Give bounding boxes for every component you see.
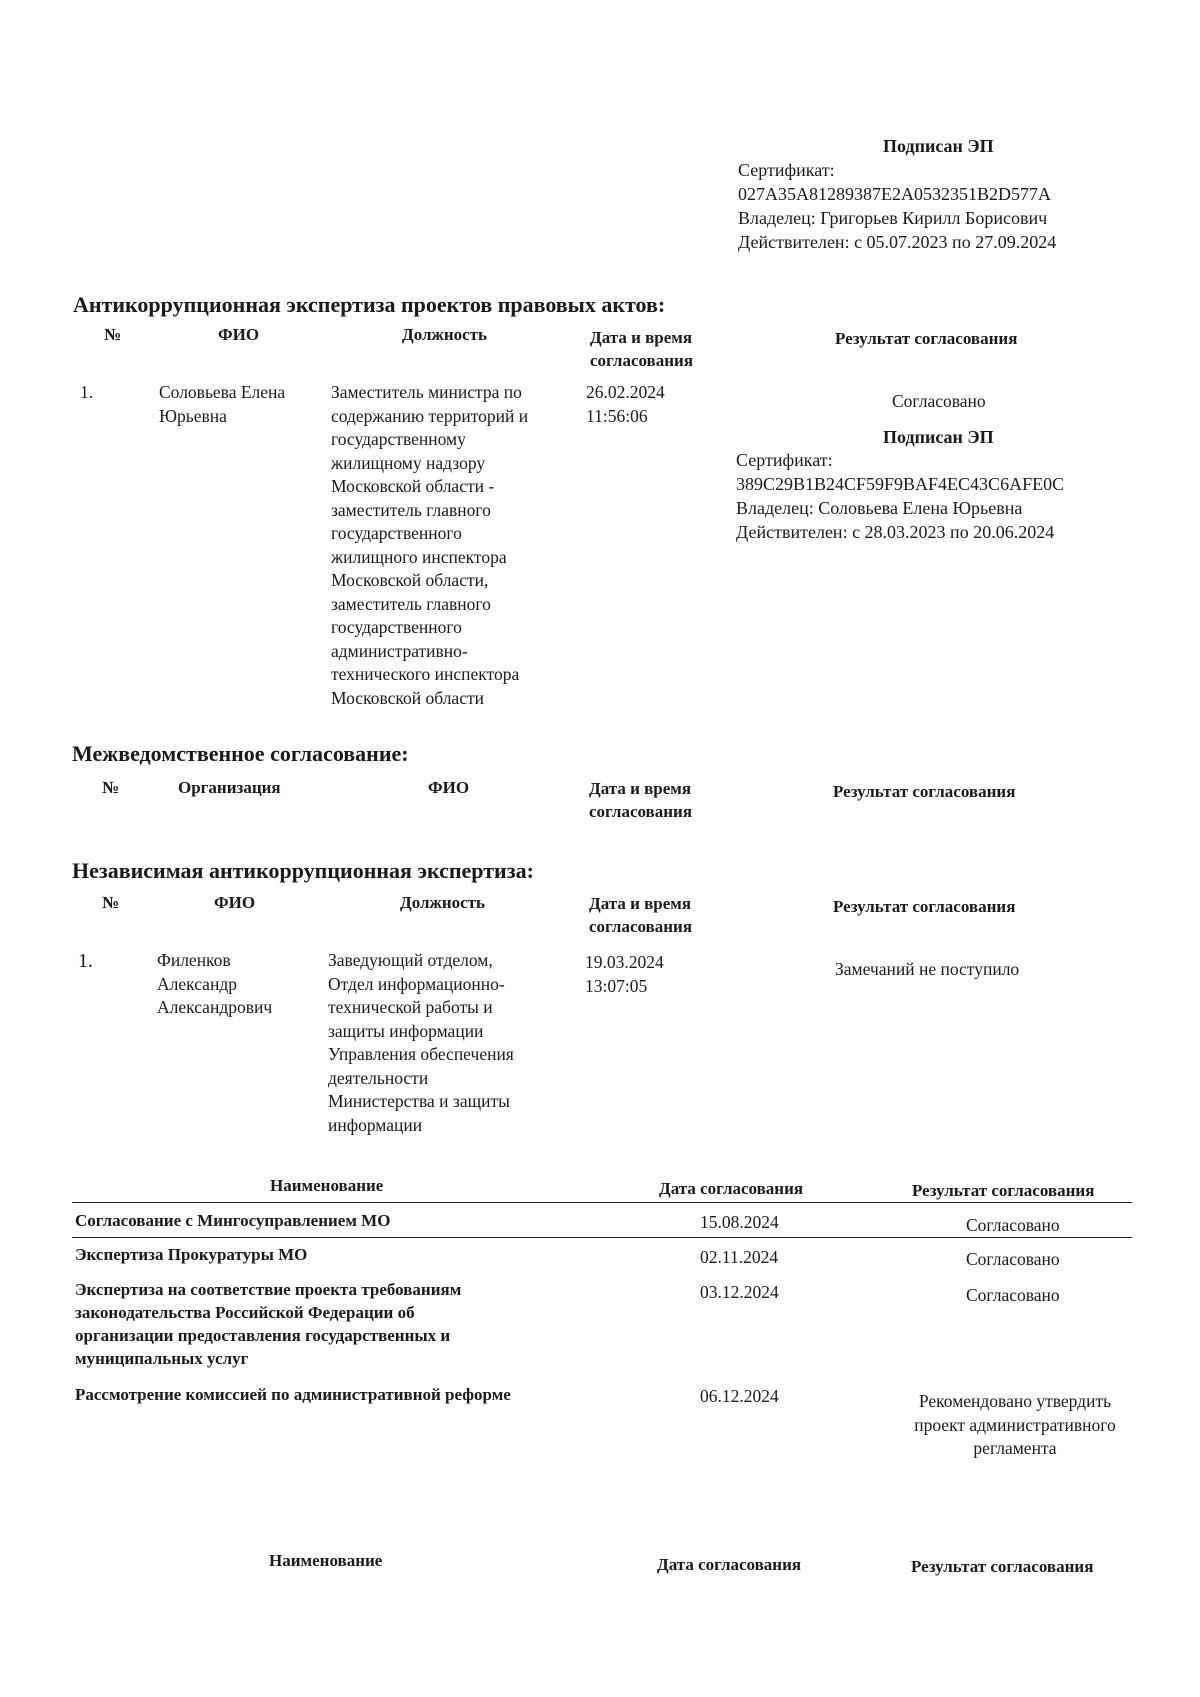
row-number: 1. bbox=[80, 382, 94, 402]
col-header-name: Наименование bbox=[269, 1551, 383, 1570]
col-header-name: Наименование bbox=[270, 1176, 384, 1195]
text-line: административно- bbox=[331, 640, 468, 661]
row-date: 02.11.2024 bbox=[700, 1247, 779, 1267]
row-name: Экспертиза на соответствие проекта требованиям законодательства Российской Федерации об организации предоставления государственных и муниципальных услуг bbox=[75, 1280, 462, 1368]
text-line: заместитель главного bbox=[331, 593, 491, 614]
text-line: Александр bbox=[157, 973, 237, 994]
certificate-id: 027A35A81289387E2A0532351B2D577A bbox=[738, 184, 1051, 204]
col-header-date: Дата и время согласования bbox=[590, 328, 694, 370]
col-header-num: № bbox=[104, 325, 122, 344]
section-title: Независимая антикоррупционная экспертиза: bbox=[72, 858, 534, 883]
text-line: Заведующий отделом, bbox=[328, 950, 493, 970]
certificate-id: 389C29B1B24CF59F9BAF4EC43C6AFE0C bbox=[736, 474, 1065, 494]
col-header-fio: ФИО bbox=[218, 325, 260, 344]
col-header-date: Дата и время согласования bbox=[589, 779, 693, 821]
row-name: Согласование с Мингосуправлением МО bbox=[75, 1211, 391, 1230]
text-line: Министерства и защиты bbox=[328, 1091, 510, 1111]
certificate-label: Сертификат: bbox=[736, 450, 833, 470]
row-position bbox=[331, 381, 571, 710]
col-header-result: Результат согласования bbox=[833, 897, 1016, 916]
row-fio bbox=[157, 949, 272, 1020]
col-header-result: Результат согласования bbox=[835, 329, 1018, 348]
col-header-date: Дата согласования bbox=[659, 1179, 804, 1198]
row-result: Согласовано bbox=[966, 1215, 1060, 1235]
certificate-label: Сертификат: bbox=[738, 160, 835, 180]
row-date: 03.12.2024 bbox=[700, 1282, 779, 1302]
divider bbox=[72, 1237, 1132, 1238]
row-datetime: 26.02.2024 11:56:06 bbox=[586, 382, 665, 426]
signature-title: Подписан ЭП bbox=[883, 136, 994, 156]
col-header-position: Должность bbox=[400, 893, 486, 912]
signature-owner: Владелец: Григорьев Кирилл Борисович bbox=[738, 208, 1048, 228]
row-datetime: 19.03.2024 13:07:05 bbox=[585, 952, 664, 996]
col-header-date: Дата согласования bbox=[657, 1555, 802, 1574]
col-header-organization: Организация bbox=[178, 778, 281, 797]
row-result: Рекомендовано утвердить проект административного регламента bbox=[914, 1391, 1116, 1458]
text-line: государственному bbox=[331, 429, 466, 449]
row-name: Рассмотрение комиссией по административной реформе bbox=[75, 1385, 511, 1404]
text-line: жилищного инспектора bbox=[331, 546, 507, 567]
row-result: Согласовано bbox=[966, 1285, 1060, 1305]
text-line: защиты информации bbox=[328, 1020, 484, 1041]
col-header-fio: ФИО bbox=[214, 893, 256, 912]
text-line: информации bbox=[328, 1114, 423, 1135]
text-line: Московской области bbox=[331, 687, 484, 708]
text-line: государственного bbox=[331, 523, 462, 543]
row-date: 06.12.2024 bbox=[700, 1386, 779, 1406]
row-name: Экспертиза Прокуратуры МО bbox=[75, 1245, 308, 1264]
text-line: Александрович bbox=[157, 997, 273, 1017]
divider bbox=[72, 1202, 1132, 1203]
signature-owner: Владелец: Соловьева Елена Юрьевна bbox=[736, 498, 1023, 518]
section-title: Межведомственное согласование: bbox=[72, 741, 409, 766]
row-date: 15.08.2024 bbox=[700, 1212, 779, 1232]
col-header-date: Дата и время согласования bbox=[589, 894, 693, 936]
col-header-result: Результат согласования bbox=[911, 1557, 1094, 1576]
text-line: Заместитель министра по bbox=[331, 382, 522, 402]
text-line: заместитель главного bbox=[331, 499, 491, 520]
text-line: Московской области, bbox=[331, 570, 489, 590]
text-line: государственного bbox=[331, 617, 462, 637]
col-header-num: № bbox=[102, 778, 120, 797]
row-position bbox=[328, 949, 578, 1137]
section-title: Антикоррупционная экспертиза проектов правовых актов: bbox=[73, 292, 666, 317]
text-line: Московской области - bbox=[331, 476, 495, 496]
text-line: Управления обеспечения bbox=[328, 1044, 514, 1064]
text-line: технической работы и bbox=[328, 997, 493, 1017]
text-line: жилищному надзору bbox=[331, 452, 486, 473]
row-fio: Соловьева Елена Юрьевна bbox=[159, 382, 286, 426]
signature-title: Подписан ЭП bbox=[883, 427, 994, 447]
row-result: Согласовано bbox=[966, 1249, 1060, 1269]
text-line: технического инспектора bbox=[331, 664, 520, 684]
text-line: Филенков bbox=[157, 950, 231, 970]
text-line: деятельности bbox=[328, 1067, 429, 1088]
row-result: Замечаний не поступило bbox=[835, 959, 1020, 979]
signature-validity: Действителен: с 28.03.2023 по 20.06.2024 bbox=[736, 522, 1055, 542]
text-line: содержанию территорий и bbox=[331, 405, 529, 426]
col-header-num: № bbox=[102, 893, 120, 912]
col-header-result: Результат согласования bbox=[912, 1181, 1095, 1200]
row-number: 1. bbox=[78, 950, 93, 972]
signature-validity: Действителен: с 05.07.2023 по 27.09.2024 bbox=[738, 232, 1057, 252]
col-header-result: Результат согласования bbox=[833, 782, 1016, 801]
col-header-fio: ФИО bbox=[428, 778, 470, 797]
col-header-position: Должность bbox=[402, 325, 488, 344]
text-line: Отдел информационно- bbox=[328, 973, 505, 994]
row-result: Согласовано bbox=[892, 391, 986, 411]
